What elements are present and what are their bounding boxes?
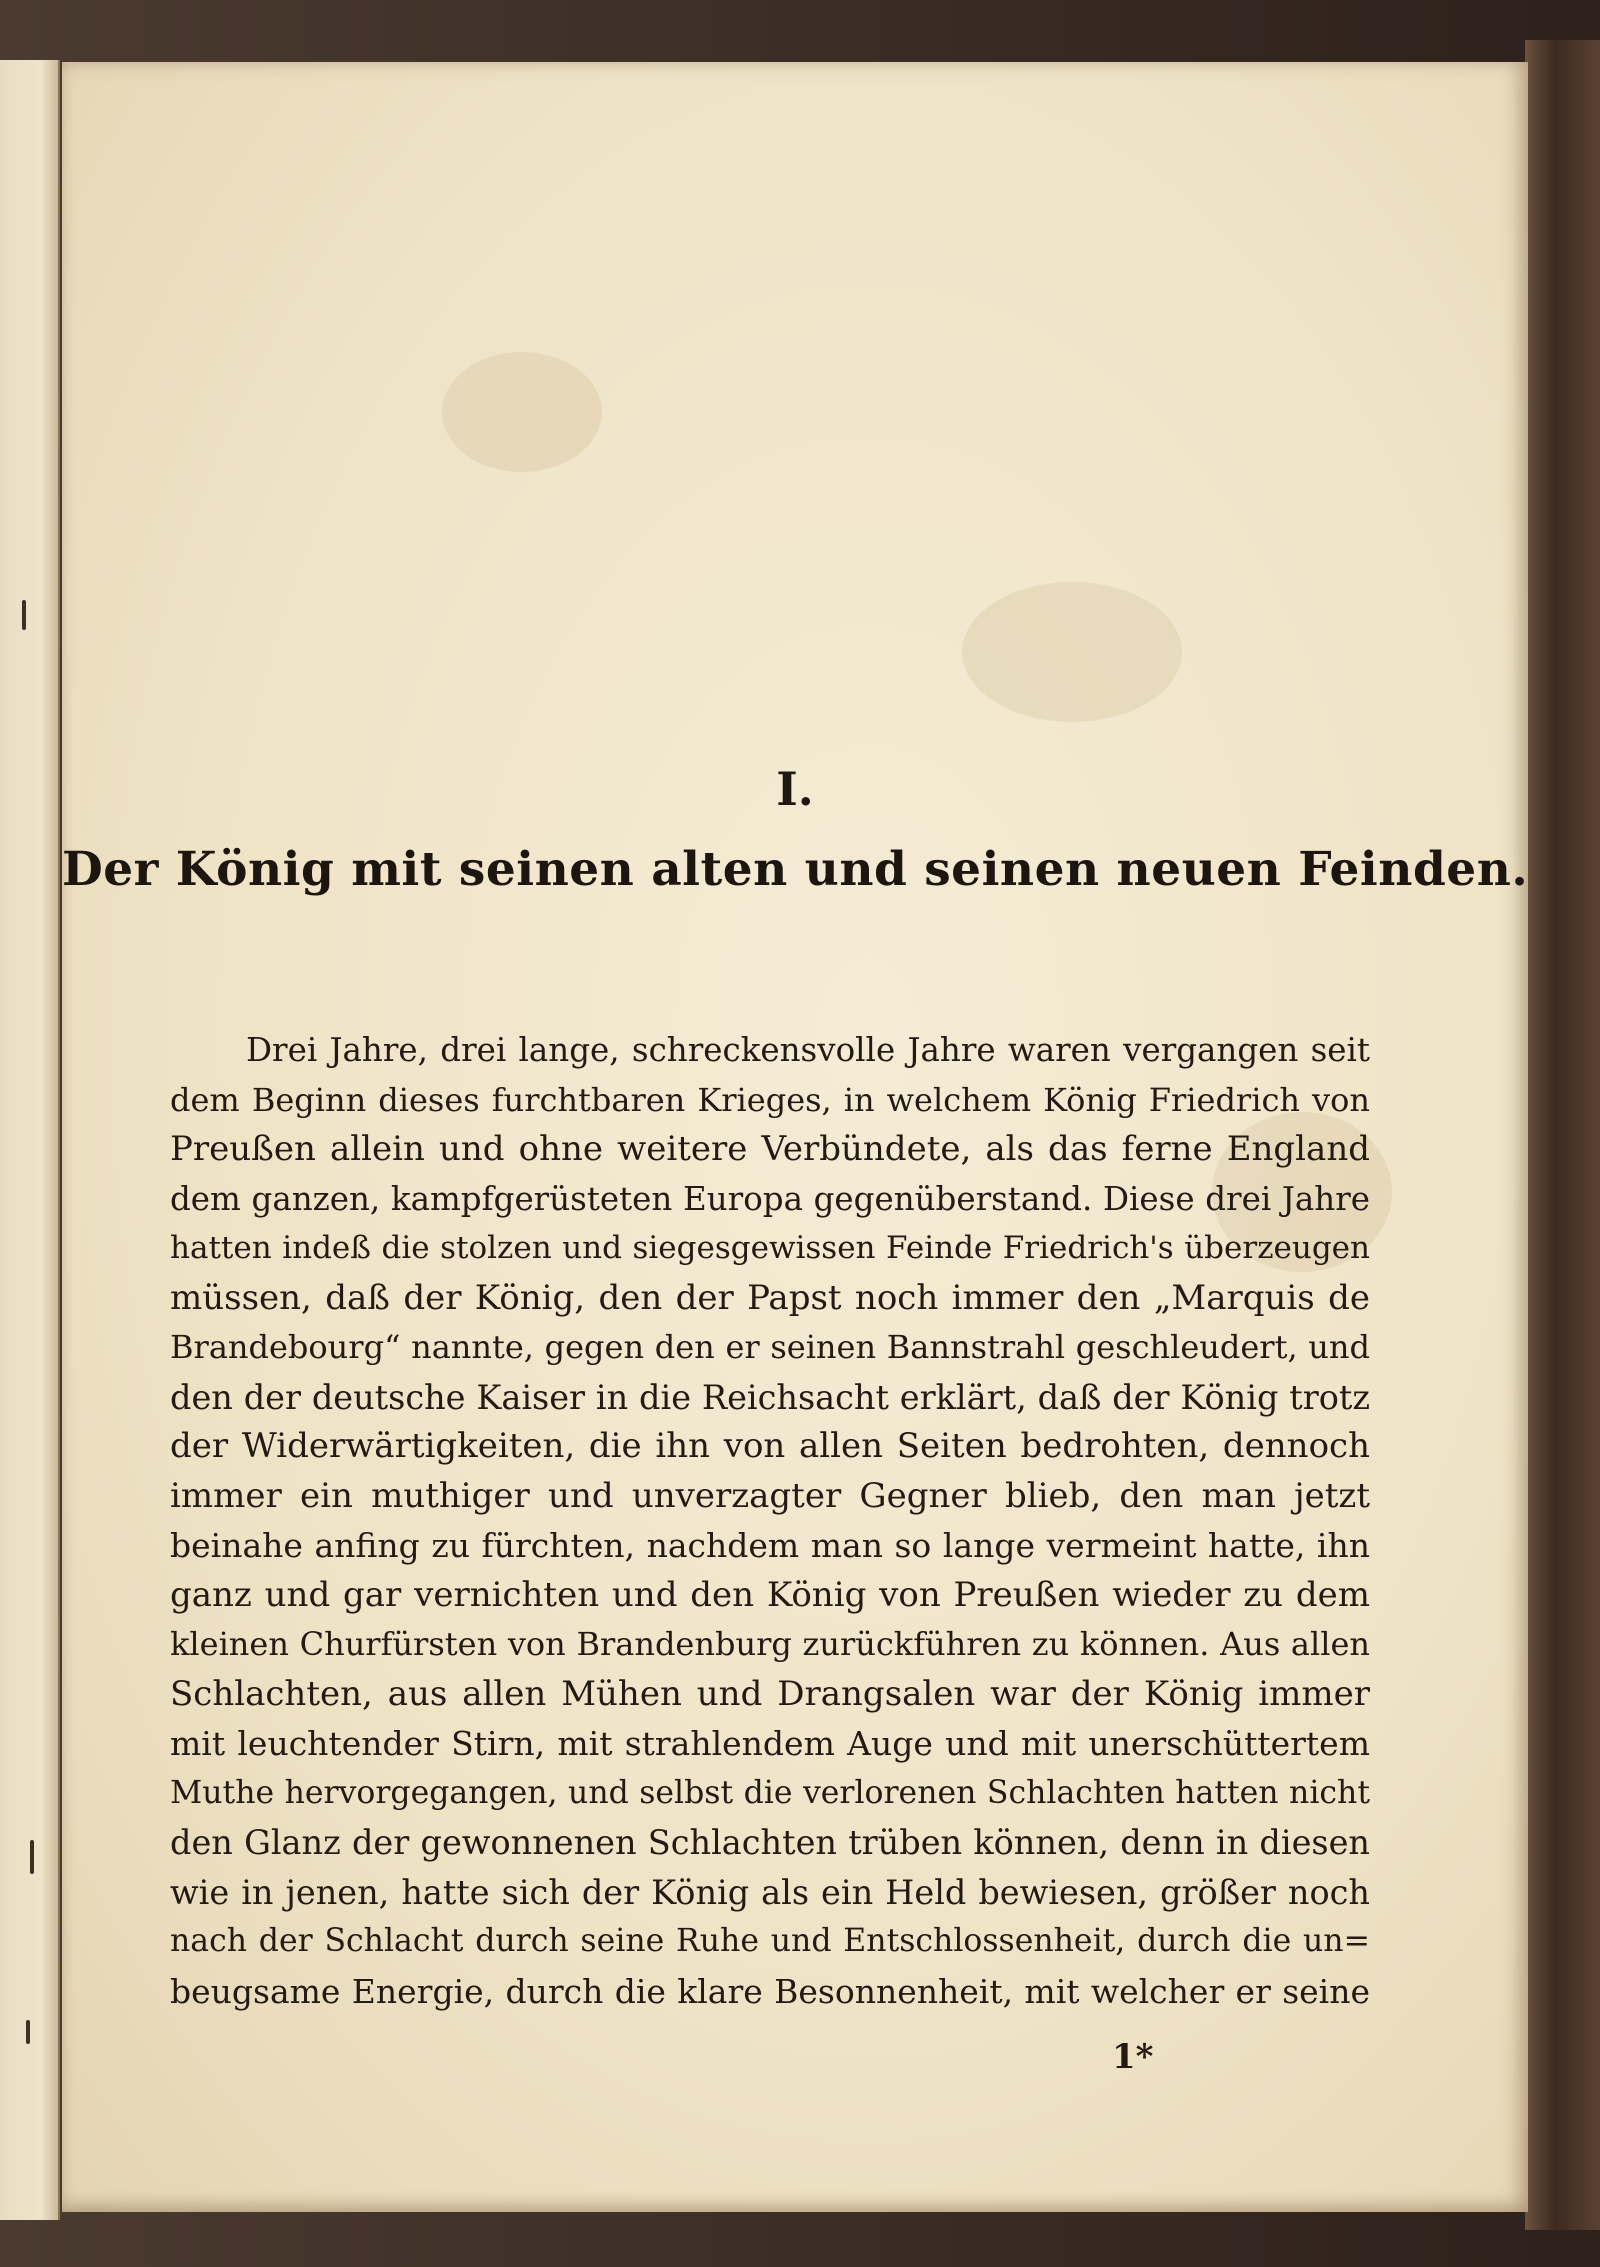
text-line: Schlachten, aus allen Mühen und Drangsalen war der König immer	[170, 1673, 1370, 1714]
text-line: den Glanz der gewonnenen Schlachten trüben können, denn in diesen	[170, 1823, 1370, 1862]
text-line: Drei Jahre, drei lange, schreckensvolle Jahre waren vergangen seit	[246, 1031, 1370, 1069]
chapter-title: Der König mit seinen alten und seinen neuen Feinden.	[62, 842, 1529, 897]
text-line: kleinen Churfürsten von Brandenburg zurückführen zu können. Aus allen	[170, 1625, 1370, 1663]
text-line: ganz und gar vernichten und den König von Preußen wieder zu dem	[170, 1574, 1370, 1615]
text-line: hatten indeß die stolzen und siegesgewissen Feinde Friedrich's überzeugen	[170, 1230, 1370, 1266]
facing-page-mark	[30, 1840, 34, 1874]
text-line: müssen, daß der König, den der Papst noch immer den „Marquis de	[170, 1277, 1370, 1318]
text-line: der Widerwärtigkeiten, die ihn von allen Seiten bedrohten, dennoch	[170, 1426, 1370, 1466]
text-line: beinahe anfing zu fürchten, nachdem man so lange vermeint hatte, ihn	[170, 1526, 1370, 1565]
paper-stain	[962, 582, 1182, 722]
body-text	[170, 1026, 1370, 2016]
facing-page-edge	[0, 60, 60, 2220]
text-line: dem ganzen, kampfgerüsteten Europa gegenüberstand. Diese drei Jahre	[170, 1179, 1370, 1218]
book-page	[62, 62, 1528, 2212]
text-line: wie in jenen, hatte sich der König als ein Held bewiesen, größer noch	[170, 1872, 1370, 1912]
text-line: dem Beginn dieses furchtbaren Krieges, in welchem König Friedrich von	[170, 1080, 1370, 1119]
facing-page-mark	[22, 600, 26, 630]
book-edge	[1525, 40, 1600, 2230]
text-line: beugsame Energie, durch die klare Besonnenheit, mit welcher er seine	[170, 1971, 1370, 2011]
text-line: mit leuchtender Stirn, mit strahlendem Auge und mit unerschüttertem	[170, 1724, 1370, 1763]
text-line: Muthe hervorgegangen, und selbst die verlorenen Schlachten hatten nicht	[170, 1774, 1370, 1811]
text-line: immer ein muthiger und unverzagter Gegner blieb, den man jetzt	[170, 1475, 1370, 1516]
text-line: den der deutsche Kaiser in die Reichsacht erklärt, daß der König trotz	[170, 1377, 1370, 1417]
chapter-number: I.	[776, 762, 814, 816]
text-line: nach der Schlacht durch seine Ruhe und Entschlossenheit, durch die un=	[170, 1923, 1370, 1959]
text-line: Preußen allein und ohne weitere Verbündete, als das ferne England	[170, 1129, 1370, 1169]
facing-page-mark	[26, 2020, 30, 2044]
text-line: Brandebourg“ nannte, gegen den er seinen Bannstrahl geschleudert, und	[170, 1328, 1370, 1366]
signature-mark: 1*	[1112, 2037, 1154, 2077]
paper-stain	[442, 352, 602, 472]
